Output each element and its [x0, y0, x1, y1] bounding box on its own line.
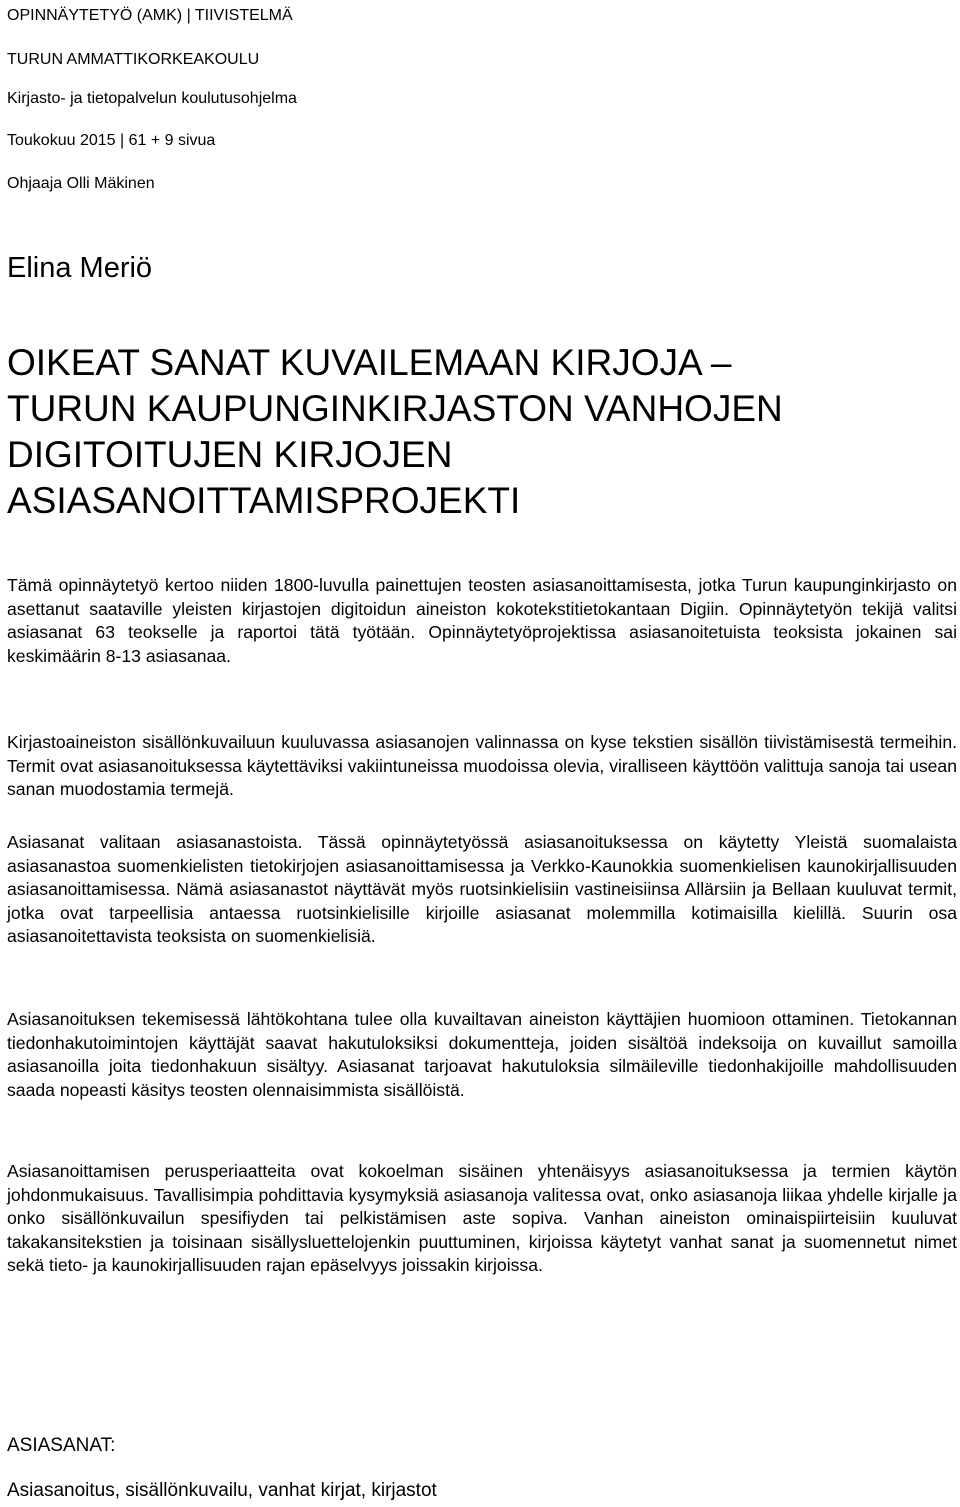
supervisor-line: Ohjaaja Olli Mäkinen — [7, 175, 155, 192]
abstract-paragraph: Asiasanat valitaan asiasanastoista. Tässä opinnäytetyössä asiasanoituksessa on käytetty Yleistä suomalaista asiasanastoa suomenkielisten tietokirjojen asiasanoittamisessa ja Verkko-Kaunokkia suomenkielisen kaunokirjallisuuden asiasanoittamisessa. Nämä asiasanastot näyttävät myös ruotsinkielisiin vastineisiinsa Allärsiin ja Bellaan kuuluvat termit, jotka ovat tarpeellisia antaessa ruotsinkielisille kirjoille asiasanat molemmilla kotimaisilla kielillä. Suurin osa asiasanoitettavista teoksista on suomenkielisiä. — [7, 832, 957, 947]
abstract-paragraph: Asiasanoituksen tekemisessä lähtökohtana tulee olla kuvailtavan aineiston käyttäjien huomioon ottaminen. Tietokannan tiedonhakutoimintojen käyttäjät saavat hakutuloksiksi dokumentteja, joiden sisältöä indeksoija on kuvaillut samoilla asiasanoilla joita tiedonhakuun sisältyy. Asiasanat tarjoavat hakutuloksia silmäileville tiedonhakijoille mahdollisuuden saada nopeasti käsitys teosten olennaisimmista sisällöistä. — [7, 1009, 957, 1100]
keywords-label: ASIASANAT: — [7, 1435, 116, 1456]
author-name: Elina Meriö — [7, 252, 153, 284]
institution-line: TURUN AMMATTIKORKEAKOULU — [7, 51, 260, 68]
title-line: DIGITOITUJEN KIRJOJEN — [7, 434, 453, 475]
keywords-list: Asiasanoitus, sisällönkuvailu, vanhat kirjat, kirjastot — [7, 1480, 437, 1501]
abstract-paragraph: Tämä opinnäytetyö kertoo niiden 1800-luvulla painettujen teosten asiasanoittamisesta, jotka Turun kaupunginkirjasto on asettanut saataville yleisten kirjastojen digitoidun aineiston kokotekstitietokantaan Digiin. Opinnäytetyön tekijä valitsi asiasanat 63 teokselle ja raportoi tätä työtään. Opinnäytetyöprojektissa asiasanoitetuista teoksista jokainen sai keskimäärin 8-13 asiasanaa. — [7, 575, 957, 666]
thesis-type-line: OPINNÄYTETYÖ (AMK) | TIIVISTELMÄ — [7, 7, 293, 24]
title-line: OIKEAT SANAT KUVAILEMAAN KIRJOJA – — [7, 342, 732, 383]
abstract-paragraph: Kirjastoaineiston sisällönkuvailuun kuuluvassa asiasanojen valinnassa on kyse tekstien sisällön tiivistämisestä termeihin. Termit ovat asiasanoituksessa käytettäviksi vakiintuneissa muodoissa olevia, viralliseen käyttöön valittuja sanoja tai usean sanan muodostamia termejä. — [7, 732, 957, 800]
date-pages-line: Toukokuu 2015 | 61 + 9 sivua — [7, 132, 216, 149]
thesis-title — [7, 340, 957, 524]
title-line: TURUN KAUPUNGINKIRJASTON VANHOJEN — [7, 388, 783, 429]
title-line: ASIASANOITTAMISPROJEKTI — [7, 480, 521, 521]
degree-programme-line: Kirjasto- ja tietopalvelun koulutusohjelma — [7, 90, 297, 107]
abstract-paragraph: Asiasanoittamisen perusperiaatteita ovat kokoelman sisäinen yhtenäisyys asiasanoituksessa ja termien käytön johdonmukaisuus. Tavallisimpia pohdittavia kysymyksiä asiasanoja valitessa ovat, onko asiasanoja liikaa yhdelle kirjalle ja onko sisällönkuvailun spesifiyden tai pelkistämisen aste sopiva. Vanhan aineiston ominaispiirteisiin kuuluvat takakansitekstien ja toisinaan sisällysluettelojenkin puuttuminen, kirjoissa käytetyt vanhat sanat ja suomennetut nimet sekä tieto- ja kaunokirjallisuuden rajan epäselvyys joissakin kirjoissa. — [7, 1161, 957, 1276]
